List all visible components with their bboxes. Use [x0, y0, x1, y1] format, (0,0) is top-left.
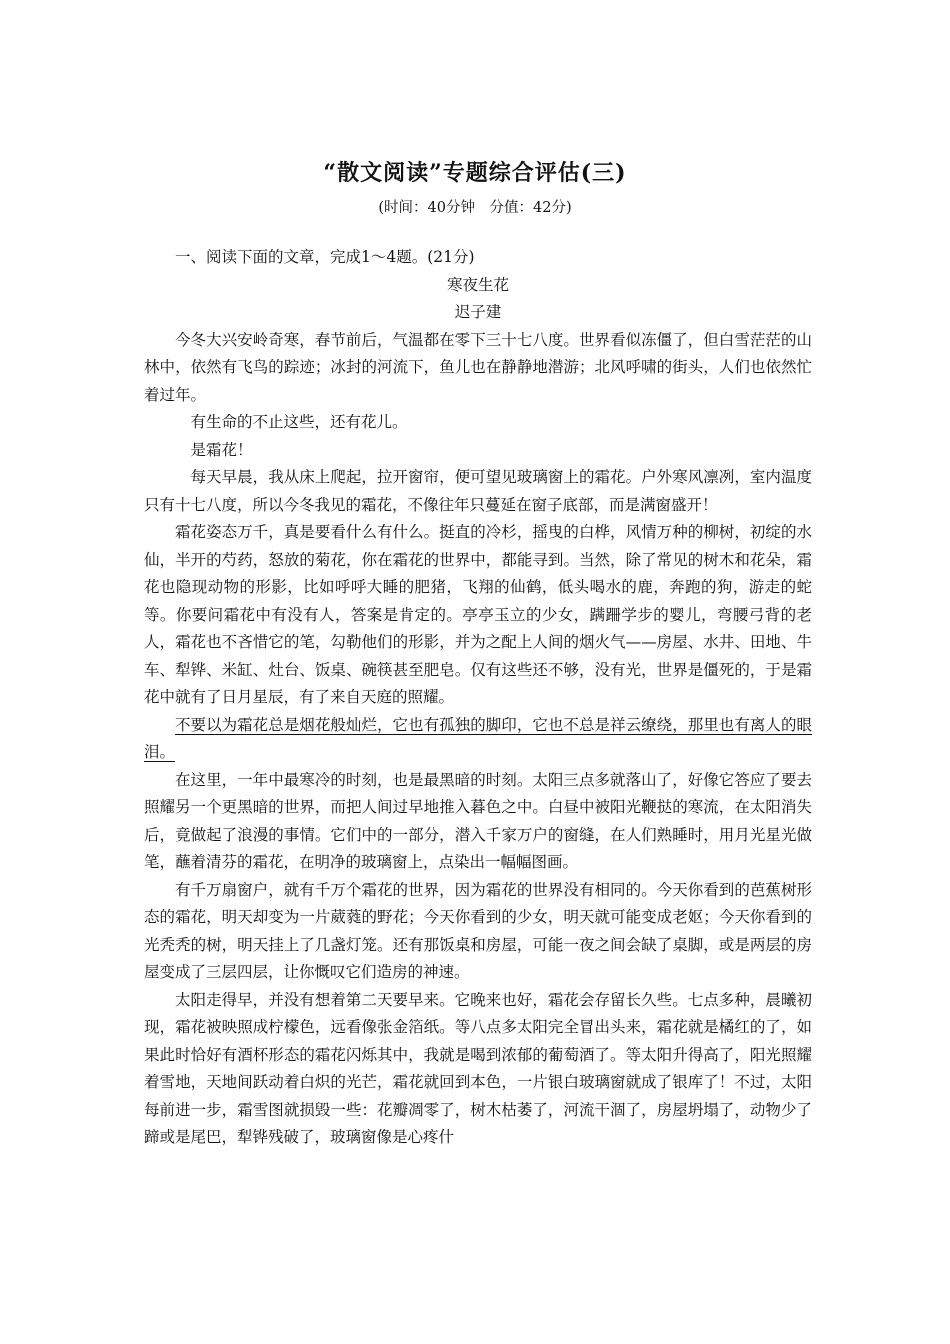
underlined-sentence: 不要以为霜花总是烟花般灿烂，它也有孤独的脚印，它也不总是祥云缭绕，那里也有离人的眼泪。 — [144, 715, 812, 761]
article-body — [144, 244, 812, 1152]
paragraph: 在这里，一年中最寒冷的时刻，也是最黑暗的时刻。太阳三点多就落山了，好像它答应了要去照耀另一个更黑暗的世界，而把人间过早地推入暮色之中。白昼中被阳光鞭挞的寒流，在太阳消失后，竟做起了浪漫的事情。它们中的一部分，潜入千家万户的窗缝，在人们熟睡时，用月光星光做笔，蘸着清芬的霜花，在明净的玻璃窗上，点染出一幅幅图画。 — [144, 770, 812, 871]
paragraph: 每天早晨，我从床上爬起，拉开窗帘，便可望见玻璃窗上的霜花。户外寒风凛冽，室内温度只有十七八度，所以今冬我见的霜花，不像往年只蔓延在窗子底部，而是满窗盛开！ — [144, 468, 812, 514]
underlined-paragraph — [144, 712, 812, 767]
section-instruction: 一、阅读下面的文章，完成1～4题。(21分) — [175, 248, 475, 266]
paragraph: 太阳走得早，并没有想着第二天要早来。它晚来也好，霜花会存留长久些。七点多种，晨曦初现，霜花被映照成柠檬色，远看像张金箔纸。等八点多太阳完全冒出头来，霜花就是橘红的了，如果此时恰好有酒杯形态的霜花闪烁其中，我就是喝到浓郁的葡萄酒了。等太阳升得高了，阳光照耀着雪地，天地间跃动着白炽的光芒，霜花就回到本色，一片银白玻璃窗就成了银库了！不过，太阳每前进一步，霜雪图就损毁一些：花瓣凋零了，树木枯萎了，河流干涸了，房屋坍塌了，动物少了蹄或是尾巴，犁铧残破了，玻璃窗像是心疼什 — [144, 990, 812, 1146]
article-author: 迟子建 — [454, 303, 502, 321]
page-title: “散文阅读”专题综合评估(三) — [323, 160, 627, 186]
paragraph: 霜花姿态万千，真是要看什么有什么。挺直的冷杉，摇曳的白桦，风情万种的柳树，初绽的水仙，半开的芍药，怒放的菊花，你在霜花的世界中，都能寻到。当然，除了常见的树木和花朵，霜花也隐现动物的形影，比如呼呼大睡的肥猪，飞翔的仙鹤，低头喝水的鹿，奔跑的狗，游走的蛇等。你要问霜花中有没有人，答案是肯定的。亭亭玉立的少女，蹒跚学步的婴儿，弯腰弓背的老人，霜花也不吝惜它的笔，勾勒他们的形影，并为之配上人间的烟火气——房屋、水井、田地、牛车、犁铧、米缸、灶台、饭桌、碗筷甚至肥皂。仅有这些还不够，没有光，世界是僵死的，于是霜花中就有了日月星辰，有了来自天庭的照耀。 — [144, 523, 812, 706]
paragraph: 有生命的不止这些，还有花儿。 — [190, 413, 408, 431]
article-title: 寒夜生花 — [446, 275, 509, 294]
paragraph: 有千万扇窗户，就有千万个霜花的世界，因为霜花的世界没有相同的。今天你看到的芭蕉树形态的霜花，明天却变为一片葳蕤的野花；今天你看到的少女，明天就可能变成老妪；今天你看到的光秃秃的树，明天挂上了几盏灯笼。还有那饭桌和房屋，可能一夜之间会缺了桌脚，或是两层的房屋变成了三层四层，让你慨叹它们造房的神速。 — [144, 880, 812, 981]
paragraph: 是霜花！ — [190, 440, 253, 459]
paragraph: 今冬大兴安岭奇寒，春节前后，气温都在零下三十七八度。世界看似冻僵了，但白雪茫茫的山林中，依然有飞鸟的踪迹；冰封的河流下，鱼儿也在静静地潜游；北风呼啸的街头，人们也依然忙着过年。 — [144, 330, 812, 404]
exam-time-score: (时间：40分钟 分值：42分) — [378, 200, 572, 216]
